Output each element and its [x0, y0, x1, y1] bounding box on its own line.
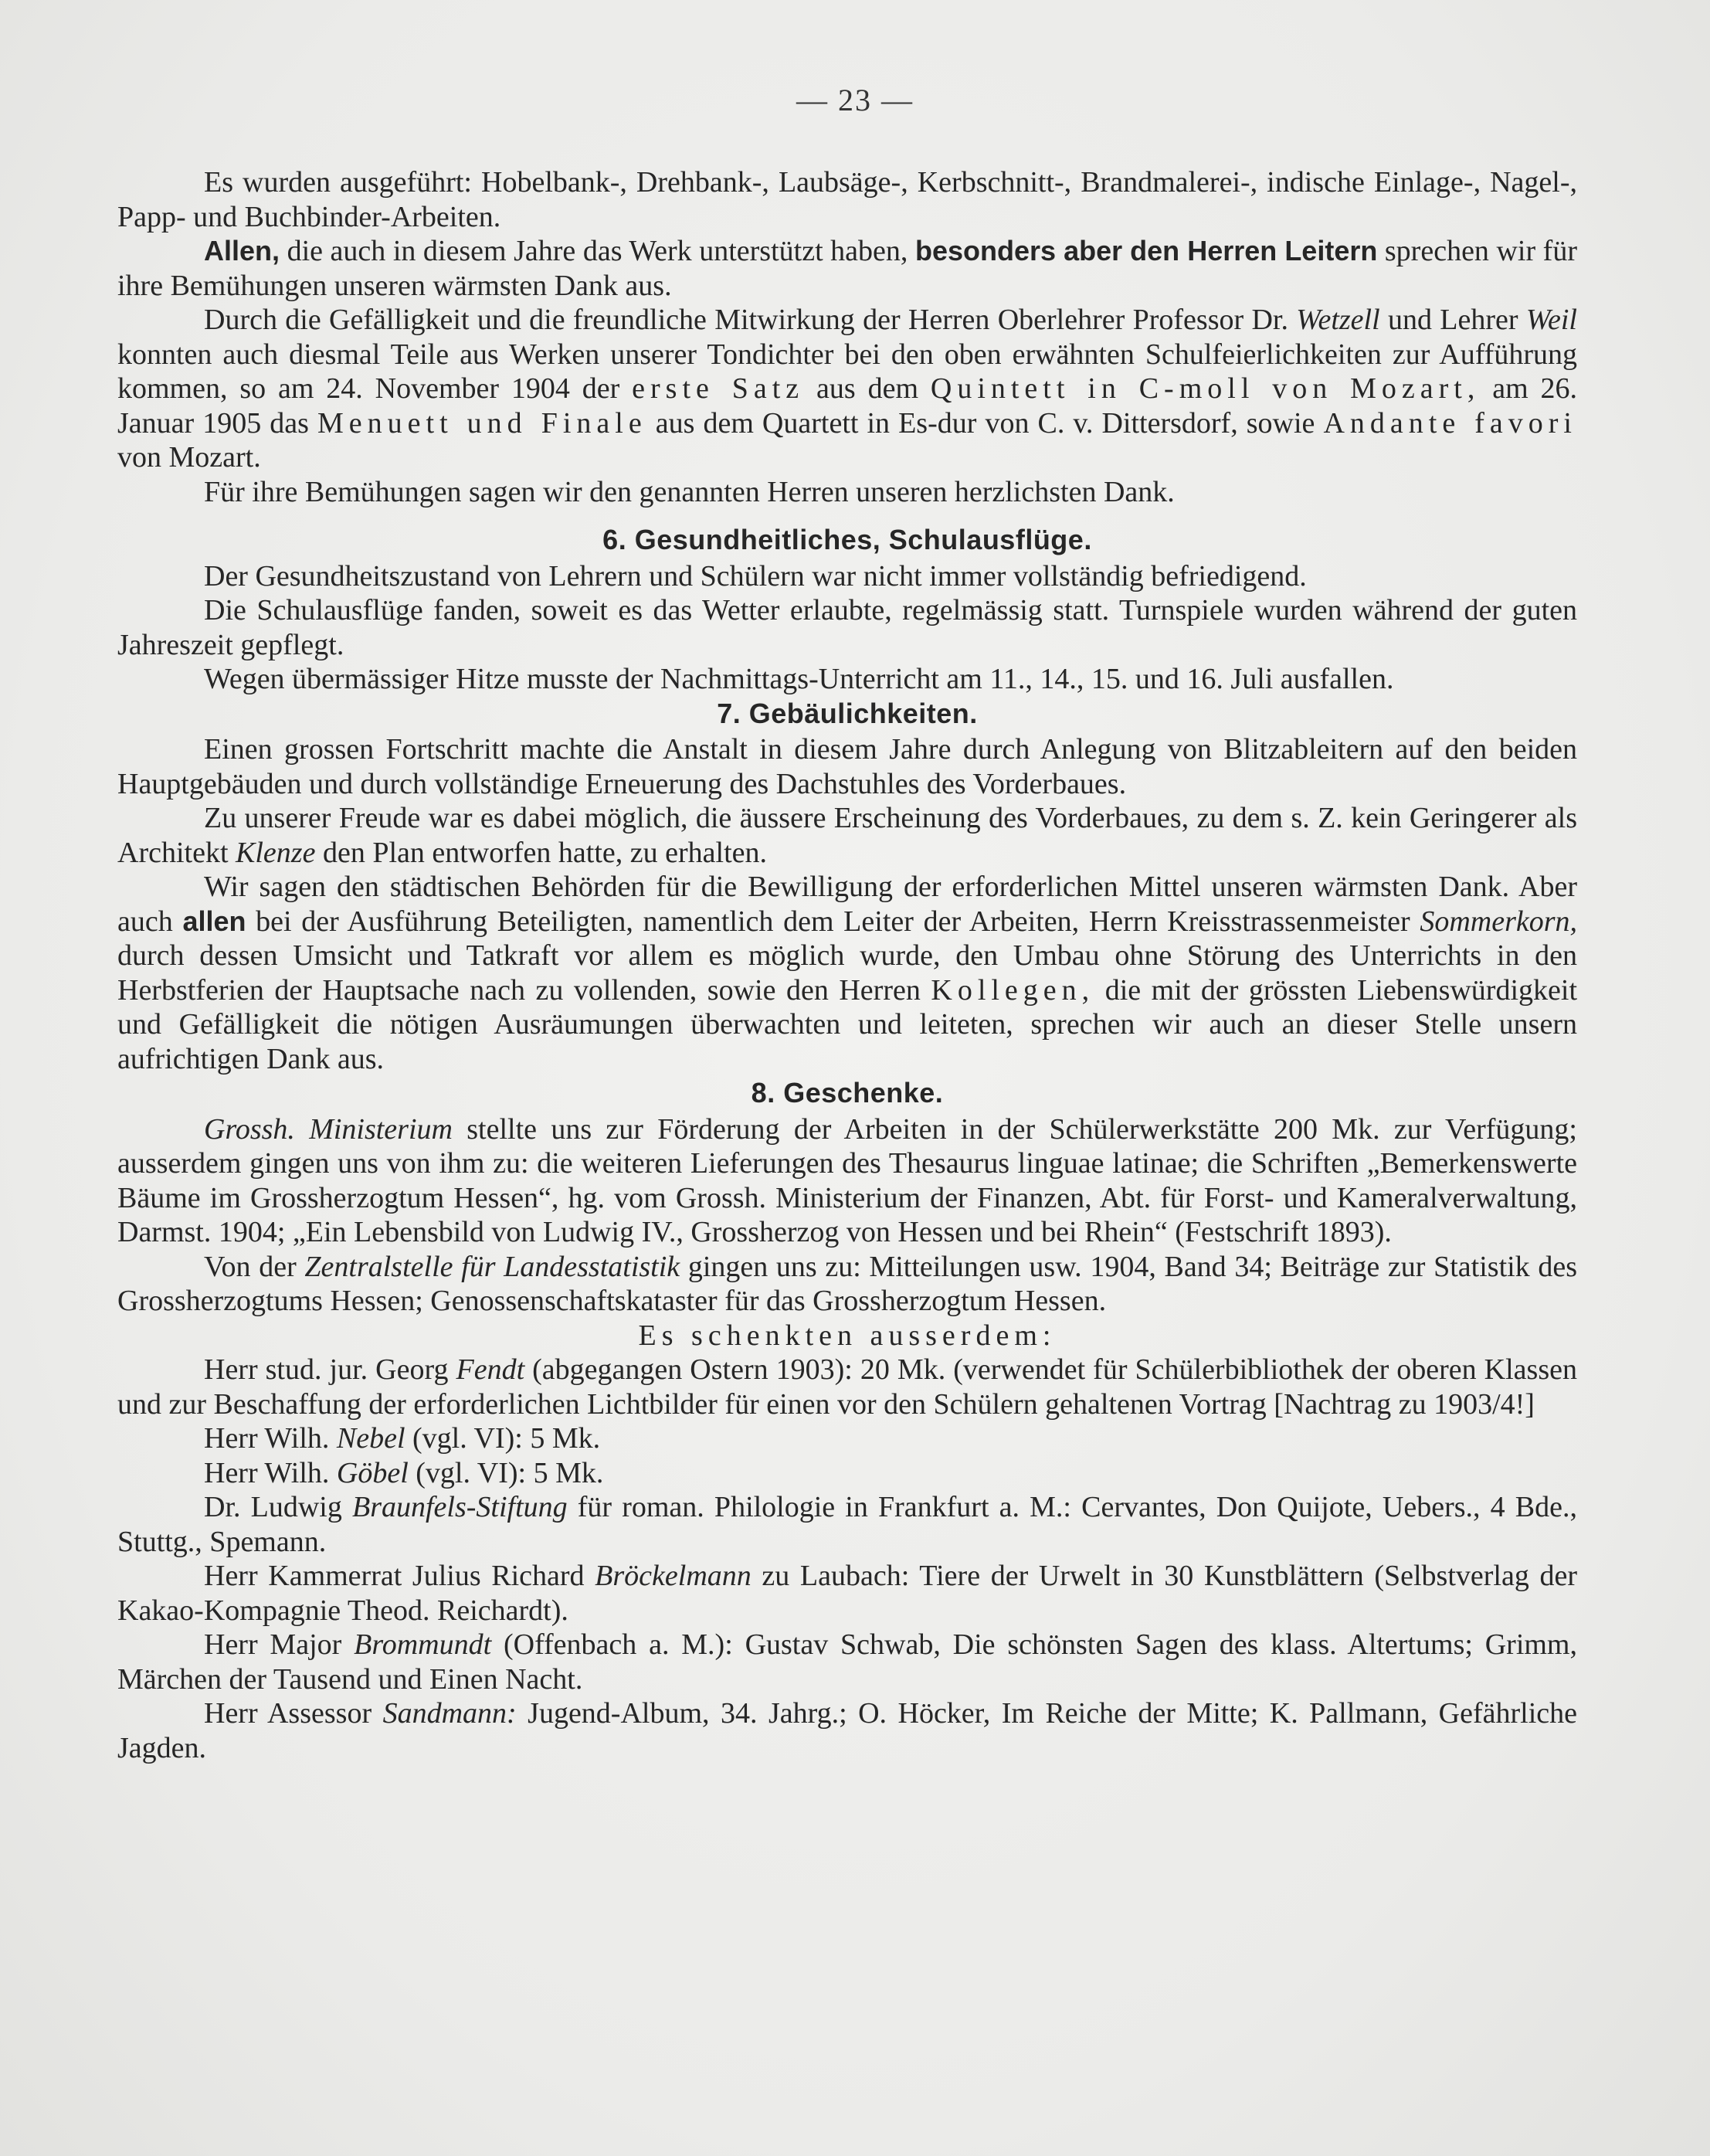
emphasis-allen: Allen, [204, 235, 280, 267]
intro-paragraph-1: Es wurden ausgeführt: Hobelbank-, Drehbank-, Laubsäge-, Kerbschnitt-, Brandmalerei-, indische Einlage-, Nagel-, Papp- und Buchbinder-Arbeiten. [117, 166, 1577, 233]
page-body [117, 165, 1577, 1765]
name-klenze: Klenze [236, 836, 316, 869]
section-7-paragraph-3: Wir sagen den städtischen Behörden für die Bewilligung der erforderlichen Mittel unseren wärmsten Dank. Aber auch allen bei der Ausführung Beteiligten, namentlich dem Leiter der Arbeiten, Herrn Kreisstrassenmeister Sommerkorn, durch dessen Umsicht und Tatkraft vor allem es möglich wurde, den Umbau ohne Störung des Unterrichts in den Herbstferien der Hauptsache nach zu vollenden, sowie den Herren Kollegen, die mit der grössten Liebenswürdigkeit und Gefälligkeit die nötigen Ausräumungen überwachten und leiteten, sprechen wir auch an dieser Stelle unsern aufrichtigen Dank aus. [117, 871, 1578, 1075]
gift-entry: Herr stud. jur. Georg Fendt (abgegangen Ostern 1903): 20 Mk. (verwendet für Schülerbibliothek der oberen Klassen und zur Beschaffung der erforderlichen Lichtbilder für einen vor den Schülern gehaltenen Vortrag [Nachtrag zu 1903/4!] [117, 1353, 1577, 1421]
gift-entry: Herr Wilh. Göbel (vgl. VI): 5 Mk. [204, 1456, 604, 1489]
section-7-paragraph-2: Zu unserer Freude war es dabei möglich, die äussere Erscheinung des Vorderbaues, zu dem s. Z. kein Geringerer als Architekt Klenze den Plan entworfen hatte, zu erhalten. [117, 802, 1577, 869]
section-7-heading: 7. Gebäulichkeiten. [717, 697, 978, 729]
intro-paragraph-4: Für ihre Bemühungen sagen wir den genannten Herren unseren herzlichsten Dank. [204, 475, 1175, 508]
intro-paragraph-2: Allen, die auch in diesem Jahre das Werk unterstützt haben, besonders aber den Herren Leitern sprechen wir für ihre Bemühungen unseren wärmsten Dank aus. [117, 235, 1577, 302]
gift-entry: Herr Assessor Sandmann: Jugend-Album, 34. Jahrg.; O. Höcker, Im Reiche der Mitte; K. Pallmann, Gefährliche Jagden. [117, 1697, 1577, 1764]
name-wetzell: Wetzell [1296, 304, 1380, 336]
section-8-subheading: Es schenkten ausserdem: [638, 1319, 1057, 1352]
section-8-heading: 8. Geschenke. [751, 1077, 944, 1109]
name-weil: Weil [1525, 304, 1577, 336]
section-8-paragraph-2: Von der Zentralstelle für Landesstatistik gingen uns zu: Mitteilungen usw. 1904, Band 34; Beiträge zur Statistik des Grossherzogtums Hessen; Genossenschaftskataster für das Grossherzogtum Hessen. [117, 1250, 1577, 1317]
gift-entry: Herr Kammerrat Julius Richard Bröckelmann zu Laubach: Tiere der Urwelt in 30 Kunstblättern (Selbstverlag der Kakao-Kompagnie Theod. Reichardt). [117, 1560, 1577, 1627]
section-7-paragraph-1: Einen grossen Fortschritt machte die Anstalt in diesem Jahre durch Anlegung von Blitzableitern auf den beiden Hauptgebäuden und durch vollständige Erneuerung des Dachstuhles des Vorderbaues. [117, 733, 1577, 800]
section-6-paragraph-2: Die Schulausflüge fanden, soweit es das Wetter erlaubte, regelmässig statt. Turnspiele wurden während der guten Jahreszeit gepflegt. [117, 594, 1577, 661]
emphasis-leitern: besonders aber den Herren Leitern [914, 235, 1378, 267]
intro-paragraph-3: Durch die Gefälligkeit und die freundliche Mitwirkung der Herren Oberlehrer Professor Dr. Wetzell und Lehrer Weil konnten auch diesmal Teile aus Werken unserer Tondichter bei den oben erwähnten Schulfeierlichkeiten zur Aufführung kommen, so am 24. November 1904 der erste Satz aus dem Quintett in C-moll von Mozart, am 26. Januar 1905 das Menuett und Finale aus dem Quartett in Es-dur von C. v. Dittersdorf, sowie Andante favori von Mozart. [117, 304, 1577, 474]
name-sommerkorn: Sommerkorn, [1420, 905, 1578, 938]
section-6-paragraph-1: Der Gesundheitszustand von Lehrern und Schülern war nicht immer vollständig befriedigend. [204, 559, 1307, 592]
section-8-paragraph-1: Grossh. Ministerium stellte uns zur Förderung der Arbeiten in der Schülerwerkstätte 200 Mk. zur Verfügung; ausserdem gingen uns von ihm zu: die weiteren Lieferungen des Thesaurus linguae latinae; die Schriften „Bemerkenswerte Bäume im Grossherzogtum Hessen“, hg. vom Grossh. Ministerium der Finanzen, Abt. für Forst- und Kameralverwaltung, Darmst. 1904; „Ein Lebensbild von Ludwig IV., Grossherzog von Hessen und bei Rhein“ (Festschrift 1893). [117, 1112, 1577, 1248]
emphasis-allen-2: allen [182, 905, 246, 937]
gift-entry: Herr Wilh. Nebel (vgl. VI): 5 Mk. [204, 1422, 601, 1455]
gift-entry: Dr. Ludwig Braunfels-Stiftung für roman. Philologie in Frankfurt a. M.: Cervantes, Don Quijote, Uebers., 4 Bde., Stuttg., Spemann. [117, 1491, 1577, 1558]
name-ministerium: Grossh. Ministerium [204, 1112, 453, 1146]
section-6-paragraph-3: Wegen übermässiger Hitze musste der Nachmittags-Unterricht am 11., 14., 15. und 16. Juli ausfallen. [204, 663, 1394, 695]
page-number: — 23 — [796, 83, 914, 117]
gift-entry: Herr Major Brommundt (Offenbach a. M.): Gustav Schwab, Die schönsten Sagen des klass. Altertums; Grimm, Märchen der Tausend und Einen Nacht. [117, 1628, 1577, 1696]
name-zentralstelle: Zentralstelle für Landesstatistik [304, 1250, 680, 1283]
section-6-heading: 6. Gesundheitliches, Schulausflüge. [602, 524, 1092, 555]
